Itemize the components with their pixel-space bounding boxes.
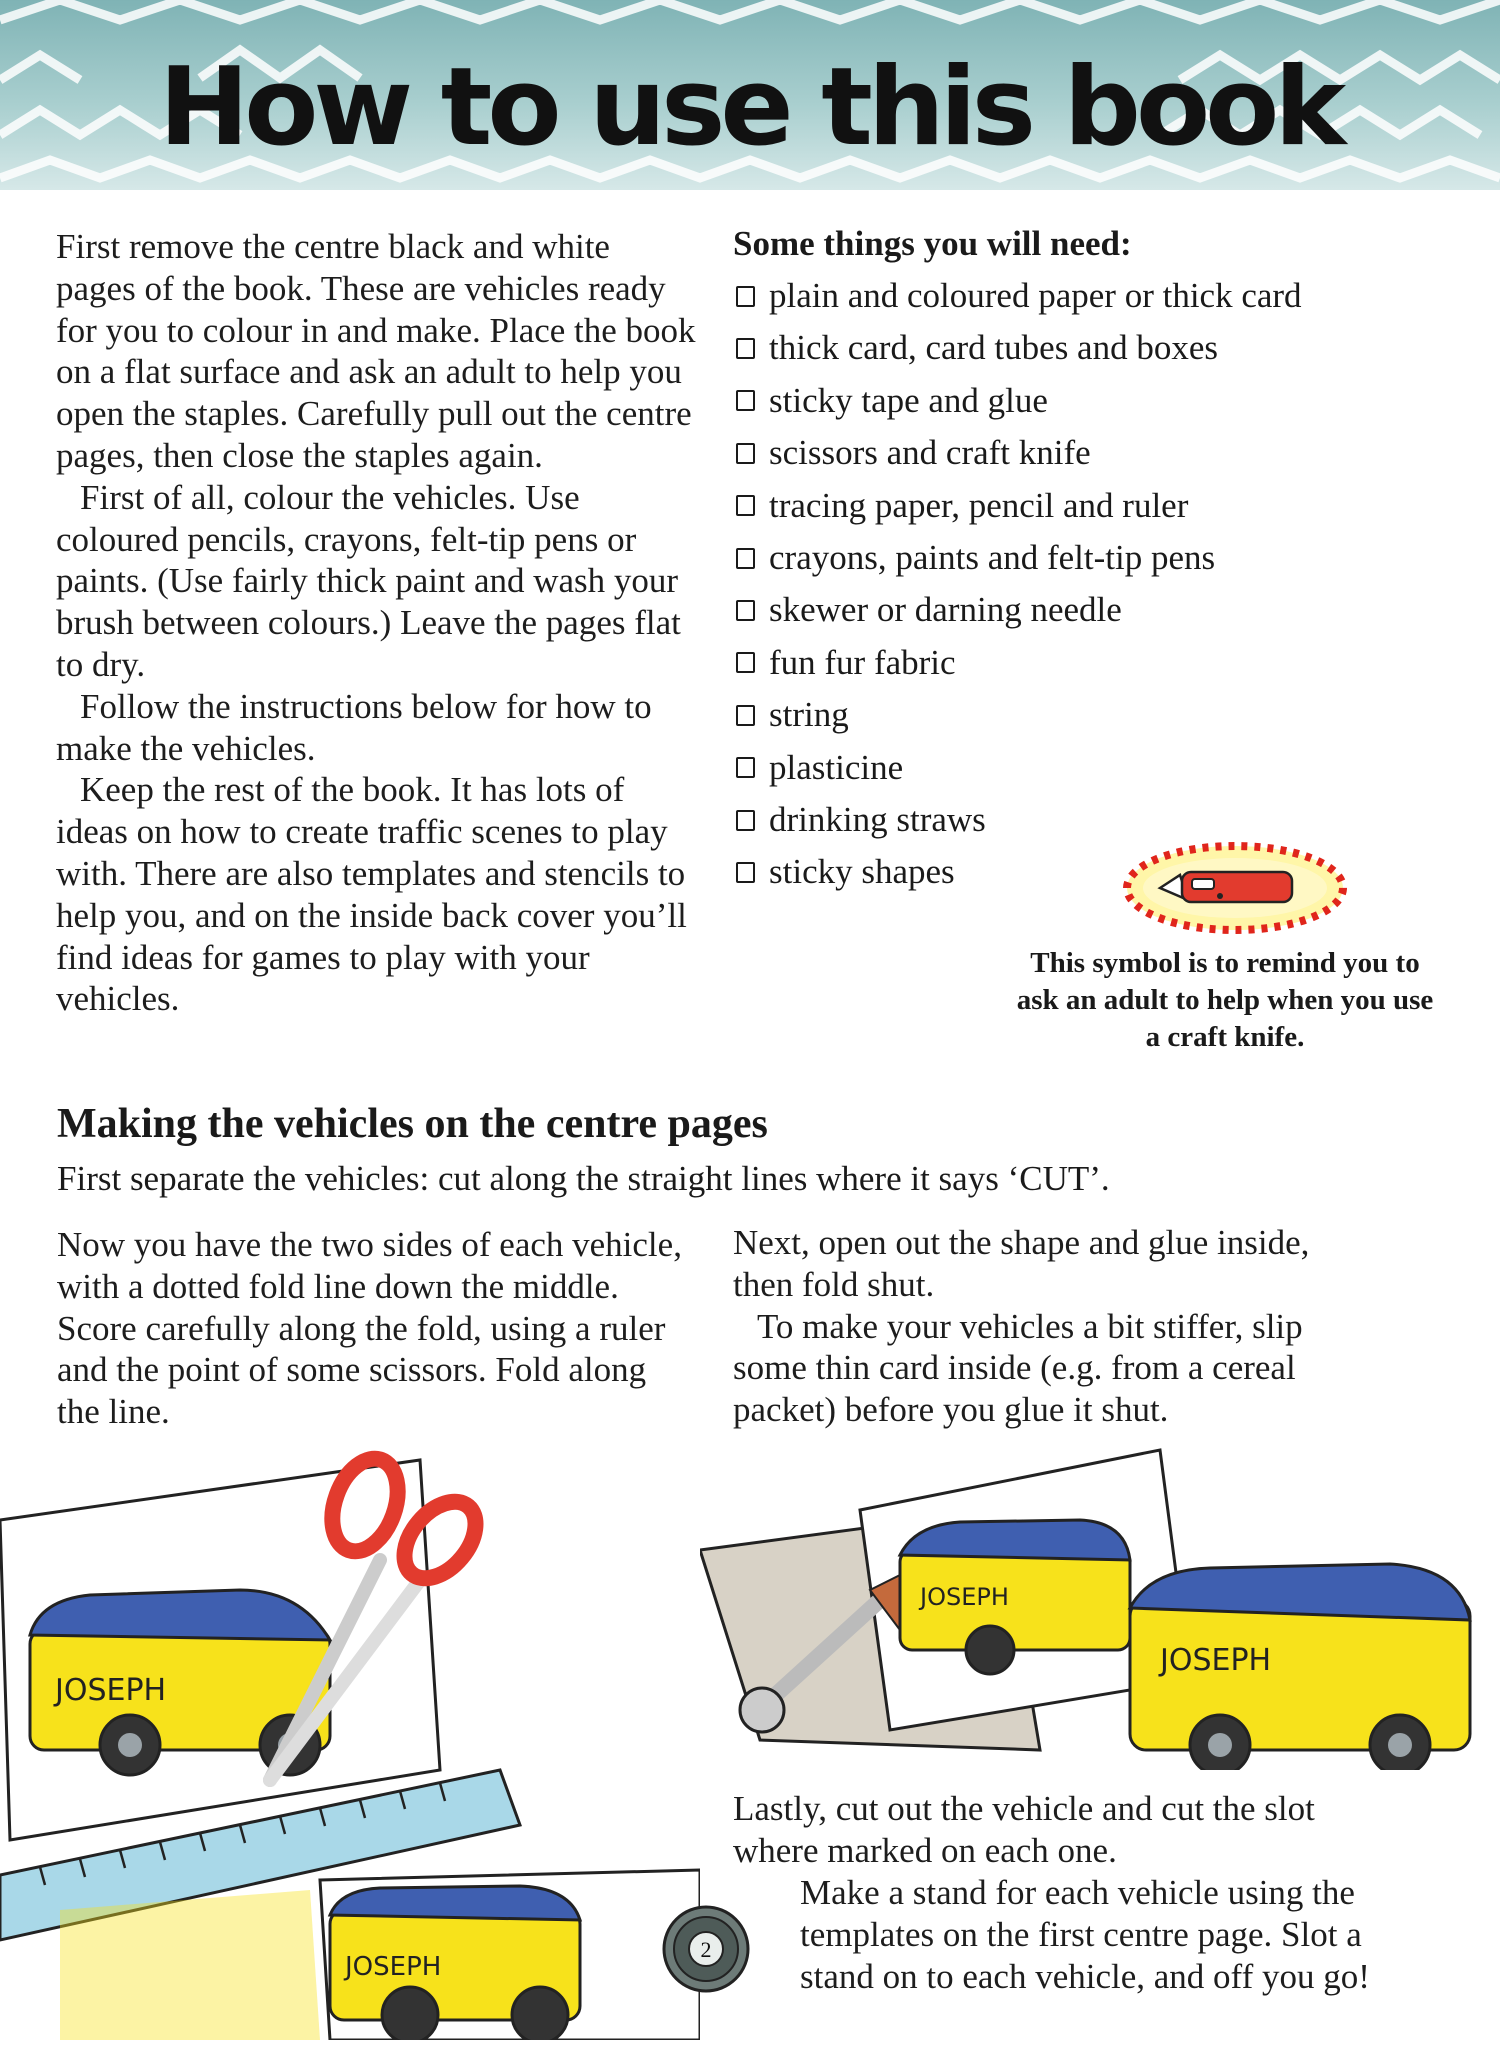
van-label: JOSEPH <box>1160 1643 1272 1678</box>
needs-item-label: sticky shapes <box>769 852 955 892</box>
checkbox-icon <box>736 338 755 359</box>
needs-item-label: sticky tape and glue <box>769 380 1048 420</box>
step-cut-paragraph: Lastly, cut out the vehicle and cut the slot where marked on each one. <box>733 1789 1315 1870</box>
checkbox-icon <box>736 443 755 464</box>
needs-item <box>733 322 1302 374</box>
needs-item <box>733 532 1302 584</box>
intro-text <box>56 226 696 1020</box>
van-label: JOSEPH <box>920 1583 1009 1611</box>
needs-item-label: tracing paper, pencil and ruler <box>769 485 1189 525</box>
needs-item-label: drinking straws <box>769 799 986 839</box>
checkbox-icon <box>736 862 755 883</box>
checkbox-icon <box>736 705 755 726</box>
checkbox-icon <box>736 810 755 831</box>
intro-paragraph: Follow the instructions below for how to make the vehicles. <box>56 686 652 768</box>
van-label: JOSEPH <box>345 1952 442 1982</box>
fold-score-illustration <box>0 1440 700 2040</box>
needs-item-label: crayons, paints and felt-tip pens <box>769 537 1216 577</box>
checkbox-icon <box>736 495 755 516</box>
knife-caption: This symbol is to remind you to ask an adult to help when you use a craft knife. <box>1016 947 1434 1053</box>
checkbox-icon <box>736 652 755 673</box>
intro-paragraph: First of all, colour the vehicles. Use coloured pencils, crayons, felt-tip pens or paints. (Use fairly thick paint and wash your brush between colours.) Leave the pages flat to dry. <box>56 477 681 684</box>
needs-item <box>733 689 1302 741</box>
glue-illustration <box>700 1440 1500 1770</box>
checkbox-icon <box>736 757 755 778</box>
section-intro: First separate the vehicles: cut along the straight lines where it says ‘CUT’. <box>57 1159 1110 1198</box>
page-number-wheel <box>662 1905 750 1993</box>
intro-paragraph: First remove the centre black and white pages of the book. These are vehicles ready for you to colour in and make. Place the book on a flat surface and ask an adult to help you open the staples. Carefully pull out the centre pages, then close the staples again. <box>56 227 696 475</box>
step-cut-text <box>733 1788 1373 1872</box>
step-glue-paragraph: Next, open out the shape and glue inside, then fold shut. <box>733 1223 1310 1304</box>
needs-item <box>733 742 1302 794</box>
checkbox-icon <box>736 286 755 307</box>
needs-heading: Some things you will need: <box>733 224 1132 263</box>
needs-item <box>733 375 1302 427</box>
checkbox-icon <box>736 600 755 621</box>
section-title: Making the vehicles on the centre pages <box>57 1101 768 1147</box>
page-number: 2 <box>700 1937 712 1962</box>
step-fold-paragraph: Now you have the two sides of each vehicle, with a dotted fold line down the middle. Score carefully along the fold, using a ruler and the point of some scissors. Fold along the line. <box>57 1225 682 1432</box>
needs-item-label: fun fur fabric <box>769 642 956 682</box>
step-stand-text <box>800 1872 1440 1997</box>
step-glue-text <box>733 1222 1373 1431</box>
needs-item-label: thick card, card tubes and boxes <box>769 328 1219 368</box>
header-band <box>0 0 1500 190</box>
page-title: How to use this book <box>158 45 1342 170</box>
needs-item-label: scissors and craft knife <box>769 433 1091 473</box>
needs-item-label: plasticine <box>769 747 904 787</box>
needs-item-label: string <box>769 695 849 735</box>
needs-item <box>733 270 1302 322</box>
needs-item-label: plain and coloured paper or thick card <box>769 276 1302 315</box>
step-glue-paragraph: To make your vehicles a bit stiffer, slip some thin card inside (e.g. from a cereal packet) before you glue it shut. <box>733 1306 1303 1430</box>
needs-item-label: skewer or darning needle <box>769 590 1122 630</box>
craft-knife-icon <box>1120 838 1350 938</box>
needs-item <box>733 427 1302 479</box>
needs-list <box>733 270 1302 899</box>
step-fold-text <box>57 1224 697 1433</box>
step-stand-paragraph: Make a stand for each vehicle using the templates on the first centre page. Slot a stand on to each vehicle, and off you go! <box>800 1873 1370 1996</box>
needs-item <box>733 637 1302 689</box>
van-label: JOSEPH <box>55 1673 167 1708</box>
checkbox-icon <box>736 390 755 411</box>
needs-item <box>733 480 1302 532</box>
intro-paragraph: Keep the rest of the book. It has lots of ideas on how to create traffic scenes to play with. There are also templates and stencils to help you, and on the inside back cover you’ll find ideas for games to play with your vehicles. <box>56 770 687 1019</box>
checkbox-icon <box>736 548 755 569</box>
needs-item <box>733 584 1302 636</box>
